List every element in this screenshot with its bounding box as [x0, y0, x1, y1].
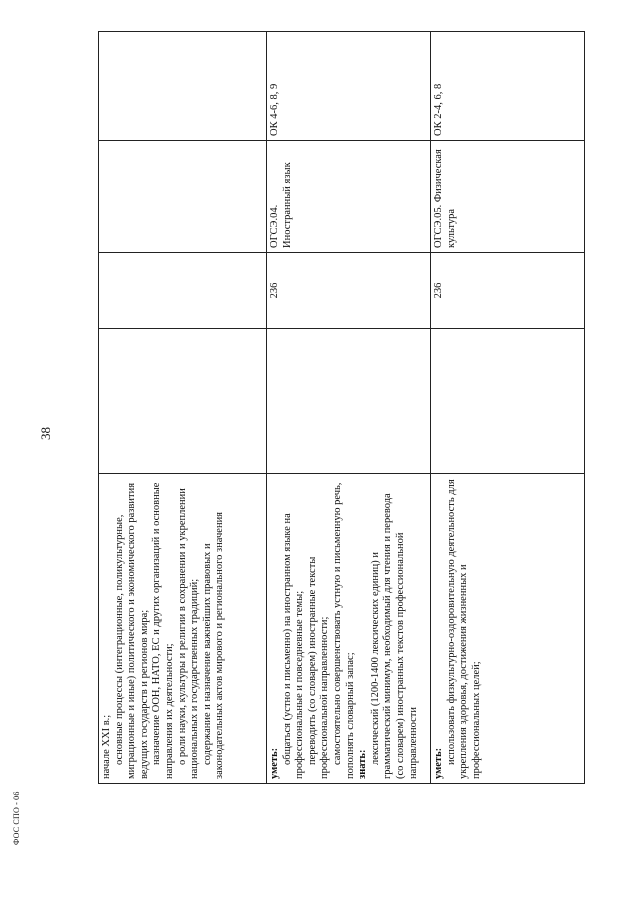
discipline-cell — [99, 141, 267, 253]
section-lead: уметь: — [269, 747, 280, 779]
hours-total-cell — [267, 329, 431, 474]
content-line: назначение ООН, НАТО, ЕС и других организаций и основные направления их деятельности; — [151, 482, 175, 779]
content-line: лексический (1200-1400 лексических единиц) и грамматический минимум, необходимый для чтения и перевода (со словарем) иностранных текстов профессиональной направленности — [369, 493, 419, 779]
content-line: основные процессы (интеграционные, поликультурные, миграционные и иные) политического и экономического развития ведущих государств и регионов мира; — [113, 482, 150, 779]
hours-total-cell — [431, 329, 585, 474]
content-cell — [267, 474, 431, 784]
hours-cell: 236 — [267, 253, 431, 329]
content-cell — [431, 474, 585, 784]
content-cell — [99, 474, 267, 784]
table-row — [99, 32, 267, 784]
competency-table-wrapper — [98, 32, 584, 784]
table-row — [431, 32, 585, 784]
discipline-cell: ОГСЭ.04. Иностранный язык — [267, 141, 431, 253]
hours-cell — [99, 253, 267, 329]
content-line: общаться (устно и письменно) на иностранном языке на профессиональные и повседневные темы; — [281, 513, 306, 779]
content-line: начале XXI в.; — [101, 714, 112, 779]
competencies-cell — [99, 32, 267, 141]
content-line: самостоятельно совершенствовать устную и письменную речь, пополнять словарный запас; — [331, 482, 356, 779]
section-lead: знать: — [357, 749, 369, 779]
content-line: использовать физкультурно-оздоровительную деятельность для укрепления здоровья, достижения жизненных и профессиональных целей; — [445, 479, 482, 779]
competency-table — [98, 31, 585, 784]
content-line: о роли науки, культуры и религии в сохранении и укреплении национальных и государственных традиций; — [176, 488, 201, 779]
page-number: 38 — [38, 427, 53, 440]
content-line: содержание и назначение важнейших правовых и законодательных актов мирового и регионального значения — [201, 511, 226, 779]
footer-code: ФОС СПО - 06 — [12, 791, 21, 845]
hours-cell: 236 — [431, 253, 585, 329]
competencies-cell: ОК 2-4, 6, 8 — [431, 32, 585, 141]
table-row — [267, 32, 431, 784]
competencies-cell: ОК 4-6, 8, 9 — [267, 32, 431, 141]
hours-total-cell — [99, 329, 267, 474]
section-lead: уметь: — [433, 747, 444, 779]
content-line: переводить (со словарем) иностранные тексты профессиональной направленности; — [306, 556, 331, 779]
discipline-cell: ОГСЭ.05. Физическая культура — [431, 141, 585, 253]
